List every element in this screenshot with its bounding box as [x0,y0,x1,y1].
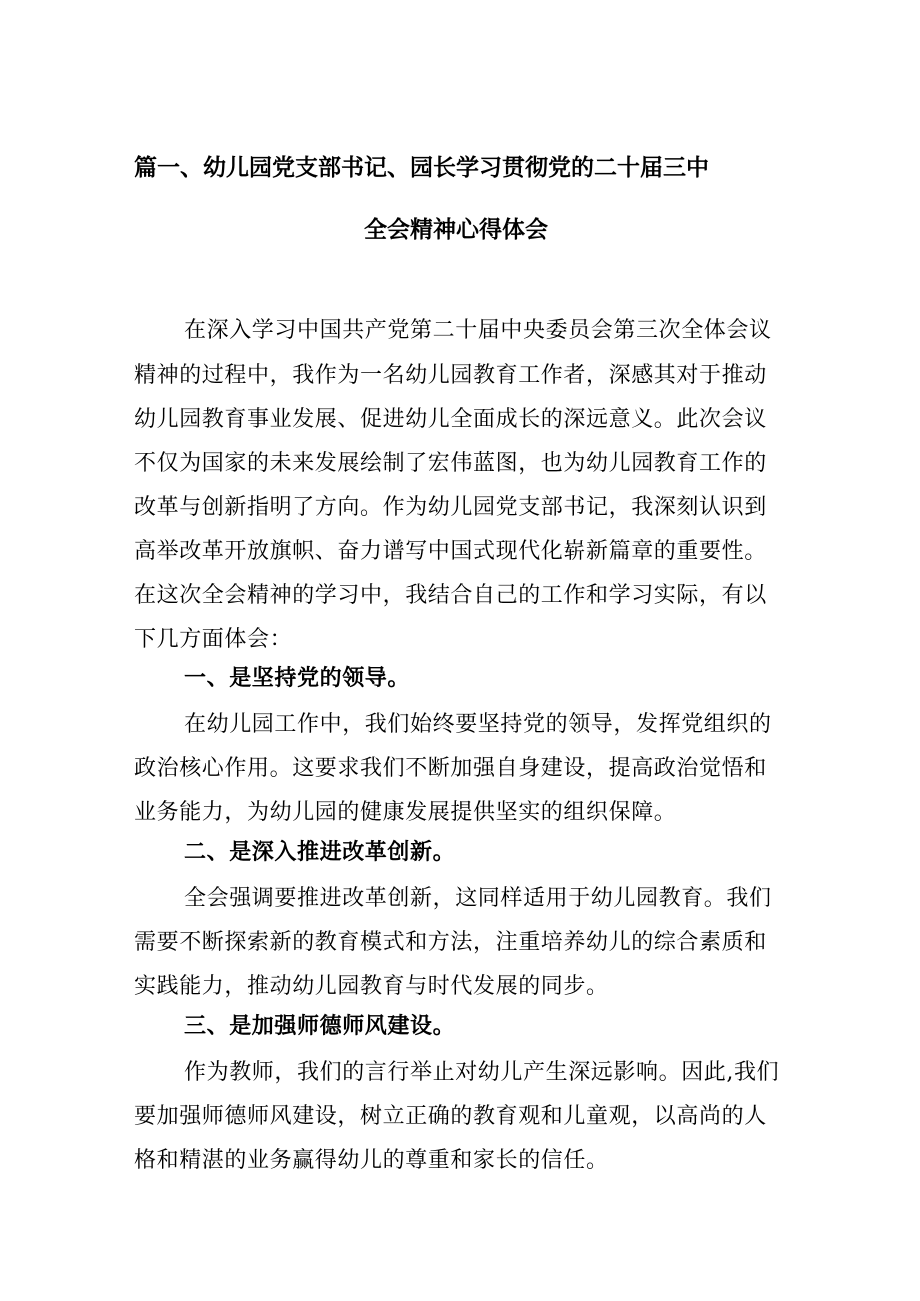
intro-line: 在这次全会精神的学习中，我结合自己的工作和学习实际，有以 [134,583,767,608]
section-2-line: 全会强调要推进改革创新，这同样适用于幼儿园教育。我们 [184,886,772,911]
section-1-line: 在幼儿园工作中，我们始终要坚持党的领导，发挥党组织的 [184,712,772,737]
document-title-line-2: 全会精神心得体会 [364,217,548,243]
section-3-line: 格和精湛的业务赢得幼儿的尊重和家长的信任。 [134,1148,609,1173]
section-heading-2: 二、是深入推进改革创新。 [184,840,456,865]
section-3-line: 作为教师，我们的言行举止对幼儿产生深远影响。因此,我们 [184,1060,780,1085]
intro-line: 不仅为国家的未来发展绘制了宏伟蓝图，也为幼儿园教育工作的 [134,451,767,476]
intro-line: 幼儿园教育事业发展、促进幼儿全面成长的深远意义。此次会议 [134,407,767,432]
section-heading-3: 三、是加强师德师风建设。 [184,1014,456,1039]
intro-line: 下几方面体会： [134,627,293,652]
section-heading-1: 一、是坚持党的领导。 [184,666,411,691]
intro-line: 高举改革开放旗帜、奋力谱写中国式现代化崭新篇章的重要性。 [134,539,767,564]
intro-line: 改革与创新指明了方向。作为幼儿园党支部书记，我深刻认识到 [134,495,767,520]
section-2-line: 需要不断探索新的教育模式和方法，注重培养幼儿的综合素质和 [134,930,767,955]
section-2-line: 实践能力，推动幼儿园教育与时代发展的同步。 [134,974,609,999]
intro-line: 精神的过程中，我作为一名幼儿园教育工作者，深感其对于推动 [134,363,767,388]
section-1-line: 业务能力，为幼儿园的健康发展提供坚实的组织保障。 [134,800,677,825]
section-3-line: 要加强师德师风建设，树立正确的教育观和儿童观，以高尚的人 [134,1104,767,1129]
document-title-line-1: 篇一、幼儿园党支部书记、园长学习贯彻党的二十届三中 [134,155,709,181]
intro-line: 在深入学习中国共产党第二十届中央委员会第三次全体会议 [184,318,772,343]
section-1-line: 政治核心作用。这要求我们不断加强自身建设，提高政治觉悟和 [134,756,767,781]
